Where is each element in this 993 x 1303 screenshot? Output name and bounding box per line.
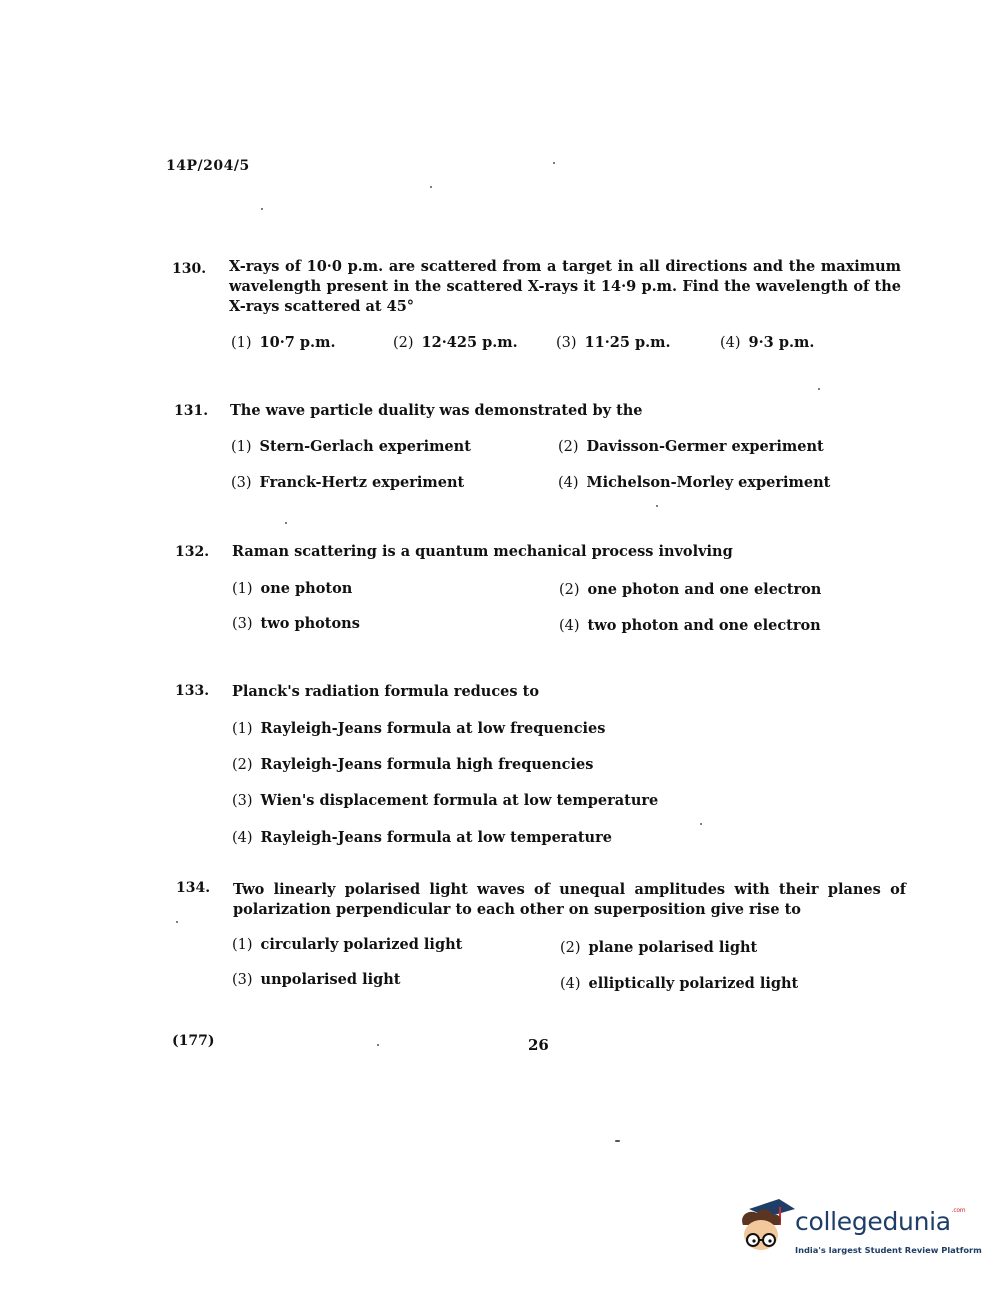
- paper-code: 14P/204/5: [166, 158, 250, 174]
- option-text: Davisson-Germer experiment: [586, 438, 824, 455]
- option-text: 9·3 p.m.: [748, 334, 815, 351]
- option-text: two photon and one electron: [587, 617, 821, 634]
- scan-speck: [285, 522, 287, 524]
- option: [720, 334, 814, 351]
- question-number: 131.: [174, 403, 209, 419]
- option-text: 10·7 p.m.: [259, 334, 336, 351]
- option-number: (1): [231, 335, 252, 351]
- option-number: (3): [231, 475, 252, 491]
- option: [556, 334, 671, 351]
- option-text: Franck-Hertz experiment: [259, 474, 465, 491]
- option: [232, 580, 352, 597]
- option: [232, 936, 462, 953]
- option-text: Rayleigh-Jeans formula at low temperature: [260, 829, 612, 846]
- option-number: (1): [231, 439, 252, 455]
- option: [231, 438, 471, 455]
- option-number: (2): [232, 757, 253, 773]
- scan-speck: [261, 208, 263, 210]
- option: [393, 334, 518, 351]
- option: [232, 829, 612, 846]
- brand-name: [795, 1207, 965, 1236]
- option: [558, 438, 824, 455]
- option-number: (3): [556, 335, 577, 351]
- question-text: X-rays of 10·0 p.m. are scattered from a target in all directions and the maximum wavelength present in the scattered X-rays it 14·9 p.m. Find the wavelength of the X-rays scattered at 45°: [229, 258, 901, 315]
- option-text: Rayleigh-Jeans formula at low frequencies: [260, 720, 606, 737]
- option-text: circularly polarized light: [260, 936, 463, 953]
- question-number: 130.: [172, 261, 207, 277]
- option: [231, 334, 336, 351]
- option-number: (3): [232, 616, 253, 632]
- option-text: plane polarised light: [588, 939, 758, 956]
- option-text: Michelson-Morley experiment: [586, 474, 831, 491]
- question-text: The wave particle duality was demonstrated by the: [230, 402, 643, 419]
- scan-speck: [615, 1140, 620, 1142]
- option-number: (4): [560, 976, 581, 992]
- option-number: (4): [232, 830, 253, 846]
- option-number: (2): [560, 940, 581, 956]
- option: [560, 975, 798, 992]
- footer-code: (177): [172, 1033, 215, 1049]
- option-number: (4): [559, 618, 580, 634]
- question-text: Two linearly polarised light waves of unequal amplitudes with their planes of polarization perpendicular to each other on superposition give rise to: [233, 881, 906, 918]
- question-number: 133.: [175, 683, 210, 699]
- option-number: (2): [559, 582, 580, 598]
- page-number: 26: [528, 1036, 549, 1054]
- scan-speck: [430, 186, 432, 188]
- option-number: (3): [232, 793, 253, 809]
- option: [559, 617, 821, 634]
- option-number: (2): [393, 335, 414, 351]
- option-number: (1): [232, 581, 253, 597]
- brand-tagline: India's largest Student Review Platform: [795, 1245, 982, 1255]
- option-text: unpolarised light: [260, 971, 401, 988]
- option-number: (3): [232, 972, 253, 988]
- option: [232, 720, 605, 737]
- option: [558, 474, 830, 491]
- option-text: elliptically polarized light: [588, 975, 799, 992]
- option: [232, 792, 658, 809]
- scan-speck: [656, 505, 658, 507]
- option-number: (4): [720, 335, 741, 351]
- scan-speck: [176, 921, 178, 923]
- option: [231, 474, 464, 491]
- option-text: 11·25 p.m.: [584, 334, 671, 351]
- option: [559, 581, 821, 598]
- option-text: one photon: [260, 580, 353, 597]
- option: [232, 615, 360, 632]
- scan-speck: [553, 162, 555, 164]
- option: [232, 971, 400, 988]
- brand-wordmark: collegedunia: [795, 1207, 951, 1236]
- question-number: 134.: [176, 880, 211, 896]
- option-number: (1): [232, 721, 253, 737]
- option-number: (1): [232, 937, 253, 953]
- scan-speck: [377, 1044, 379, 1046]
- option-text: Wien's displacement formula at low temperature: [260, 792, 659, 809]
- question-text: Raman scattering is a quantum mechanical process involving: [232, 543, 733, 560]
- question-text: Planck's radiation formula reduces to: [232, 683, 539, 700]
- option-text: Rayleigh-Jeans formula high frequencies: [260, 756, 594, 773]
- scan-speck: [700, 823, 702, 825]
- option-number: (4): [558, 475, 579, 491]
- option-text: 12·425 p.m.: [421, 334, 518, 351]
- option-text: Stern-Gerlach experiment: [259, 438, 471, 455]
- option-text: one photon and one electron: [587, 581, 822, 598]
- option: [232, 756, 593, 773]
- option-text: two photons: [260, 615, 360, 632]
- brand-suffix: .com: [951, 1207, 966, 1214]
- option: [560, 939, 757, 956]
- question-number: 132.: [175, 544, 210, 560]
- option-number: (2): [558, 439, 579, 455]
- scan-speck: [818, 388, 820, 390]
